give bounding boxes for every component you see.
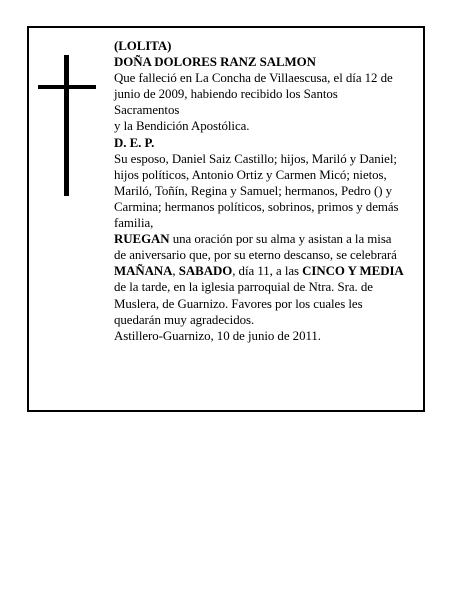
family-line: Carmina; hermanos políticos, sobrinos, primos y demás: [114, 199, 399, 214]
family-line: familia,: [114, 216, 154, 231]
request-line: de aniversario que, por su eterno descanso, se celebrará: [114, 248, 397, 263]
request-line: [114, 231, 426, 247]
cross-icon: [64, 55, 69, 196]
nickname: (LOLITA): [114, 39, 172, 53]
death-line: junio de 2009, habiendo recibido los Santos: [114, 87, 338, 102]
sabado-text: SABADO: [178, 264, 233, 279]
family-line: Su esposo, Daniel Saiz Castillo; hijos, Mariló y Daniel;: [114, 151, 397, 166]
day-text: , día 11, a las: [232, 264, 303, 279]
request-line: quedarán muy agradecidos.: [114, 312, 255, 327]
deceased-name: DOÑA DOLORES RANZ SALMON: [114, 55, 316, 70]
dep-label: D. E. P.: [114, 135, 155, 150]
death-line: Sacramentos: [114, 103, 180, 118]
request-line: de la tarde, en la iglesia parroquial de Ntra. Sra. de: [114, 280, 373, 295]
separator-text: ,: [172, 264, 179, 279]
death-line: y la Bendición Apostólica.: [114, 119, 250, 134]
request-line: Muslera, de Guarnizo. Favores por los cuales les: [114, 296, 363, 311]
death-line: Que falleció en La Concha de Villaescusa, el día 12 de: [114, 71, 393, 86]
obituary-text: [114, 38, 426, 344]
time-text: CINCO Y MEDIA: [302, 264, 404, 279]
ruegan-text: RUEGAN: [114, 232, 170, 247]
manana-text: MAÑANA: [114, 264, 173, 279]
place-date: Astillero-Guarnizo, 10 de junio de 2011.: [114, 328, 321, 343]
cross-icon-bar: [38, 85, 96, 89]
request-text: una oración por su alma y asistan a la misa: [169, 232, 392, 247]
request-line: [114, 263, 426, 279]
family-line: hijos políticos, Antonio Ortiz y Carmen Micó; nietos,: [114, 167, 387, 182]
family-line: Mariló, Toñín, Regina y Samuel; hermanos, Pedro () y: [114, 183, 393, 198]
